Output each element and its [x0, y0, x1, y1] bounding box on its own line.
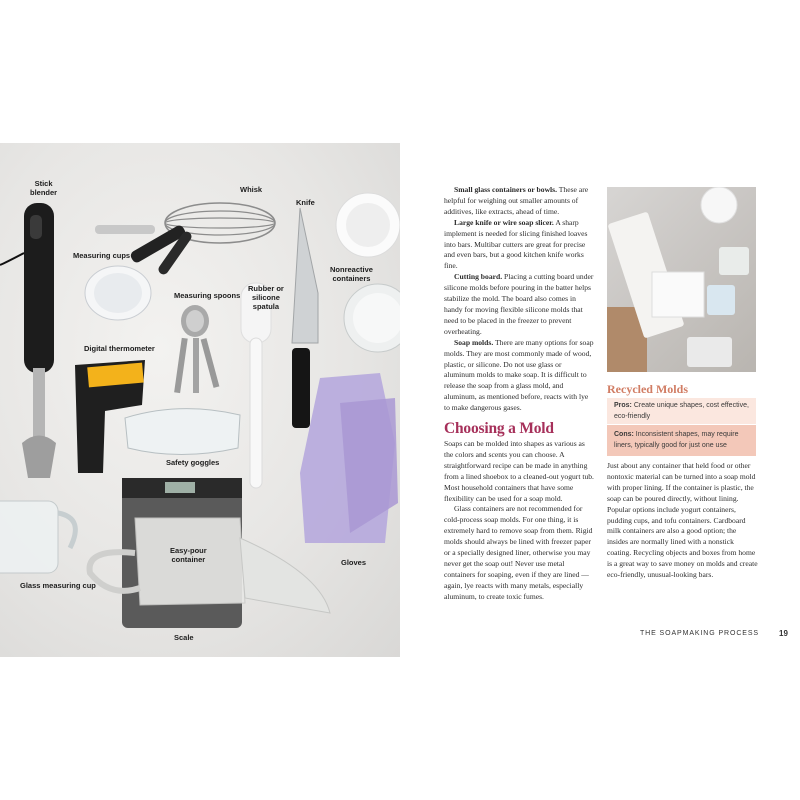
cons-box [607, 425, 756, 456]
text-cutting-board: Placing a cutting board under silicone molds before pouring in the batter helps stabilize the mold. The board also comes in handy for moving flexible silicone molds that need to be placed in the freezer to prevent overheating. [444, 272, 594, 336]
label-measuring-spoons: Measuring spoons [174, 291, 241, 300]
label-thermometer: Digital thermometer [84, 344, 155, 353]
term-cutting-board: Cutting board. [454, 272, 503, 282]
paragraph-glass-containers [444, 185, 594, 218]
text-glass-containers: These are helpful for weighing out smaller amounts of additives, like extracts, ahead of time. [444, 185, 589, 216]
paragraph-cutting-board [444, 272, 594, 337]
label-spatula: Rubber or silicone spatula [248, 284, 284, 311]
paragraph-glass-containers-warning: Glass containers are not recommended for cold-process soap molds. For one thing, it is extremely hard to remove soap from them. Rigid molds should always be lined with freezer paper or a specially designed liner, otherwise you may never get the soap out! Never use metal containers for soaping, even if they are lined — again, lye reacts with many metals, especially aluminum, to create toxic fumes. [444, 504, 593, 601]
label-whisk: Whisk [240, 185, 263, 194]
term-knife: Large knife or wire soap slicer. [454, 217, 554, 227]
equipment-illustration [0, 143, 400, 657]
text-knife: A sharp implement is needed for slicing finished loaves into bars. Multibar cutters are great for precise and even bars, but a good kitchen knife works fine. [444, 217, 588, 271]
paragraph-choosing-mold: Soaps can be molded into shapes as various as the colors and scents you can choose. A straightforward recipe can be made in anything from a lined shoebox to a cleaned-out yogurt tub. Most household containers that have some flexibility can be used for a soap mold. [444, 439, 594, 503]
section-heading: Choosing a Mold [444, 420, 554, 438]
spatula-image [241, 283, 271, 488]
paragraph-recycled-molds: Just about any container that held food or other nontoxic material can be turned into a soap mold with proper lining. If the container is plastic, the soap can be poured directly, without lining. Popular options include yogurt containers, pudding cups, and tofu containers. Cardboard milk containers are also a good option; the insides are normally lined with a nonstick coating. Recycling objects and boxes from home is a great way to save money on molds and create eco-friendly, unusual-looking bars. [607, 461, 758, 580]
label-knife: Knife [296, 198, 315, 207]
footer-section-title: THE SOAPMAKING PROCESS [640, 630, 759, 637]
label-stick-blender: Stick blender [30, 179, 58, 197]
gloves-image [300, 373, 398, 543]
colorful-soap-shape [707, 285, 735, 315]
page-footer [640, 630, 790, 637]
label-gloves: Gloves [341, 558, 367, 567]
pros-text: Create unique shapes, cost effective, eco-friendly [614, 402, 749, 420]
measuring-cups-image [85, 224, 193, 320]
soap-bar-shape [719, 247, 749, 275]
label-easy-pour-container: Easy-pour container [170, 546, 207, 564]
term-soap-molds: Soap molds. [454, 337, 494, 347]
glass-cup-image [0, 501, 75, 573]
label-safety-goggles: Safety goggles [166, 458, 220, 467]
stick-blender-image [0, 203, 56, 478]
paragraph-soap-molds [444, 338, 594, 414]
label-scale: Scale [174, 633, 194, 642]
recycled-molds-photo [607, 187, 756, 372]
label-nonreactive-containers: Nonreactive containers [330, 265, 373, 283]
label-glass-measuring-cup: Glass measuring cup [20, 581, 96, 590]
recycled-molds-illustration [607, 187, 756, 372]
cons-label: Cons: [614, 431, 634, 438]
label-measuring-cups: Measuring cups [73, 251, 131, 260]
equipment-photo [0, 143, 400, 657]
cup-shape [701, 187, 737, 223]
sidebar-text-column [607, 461, 759, 581]
knife-image [292, 208, 318, 428]
cons-text: Inconsistent shapes, may require liners, typically good for just one use [614, 431, 739, 449]
paragraph-knife [444, 218, 594, 273]
measuring-spoons-image [174, 305, 219, 393]
text-soap-molds: There are many options for soap molds. They are most commonly made of wood, plastic, or silicone. Do not use glass or aluminum molds to make soap. It is difficult to release the soap from a glass mold, and aluminum, as mentioned before, reacts with lye to make dangerous gases. [444, 337, 594, 413]
term-glass-containers: Small glass containers or bowls. [454, 185, 558, 194]
main-text-column [444, 185, 594, 603]
page-number: 19 [779, 629, 788, 638]
plastic-tray-shape [652, 272, 704, 317]
pros-box [607, 398, 756, 424]
container-shape [687, 337, 732, 367]
sidebar-title: Recycled Molds [607, 382, 688, 396]
pros-label: Pros: [614, 402, 632, 409]
goggles-image [125, 409, 240, 455]
